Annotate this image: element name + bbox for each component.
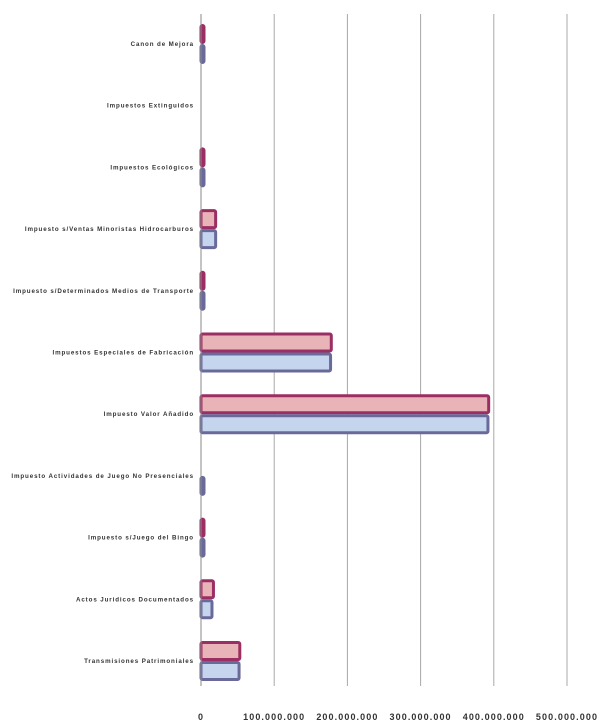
tick-label-2: 200.000.000 xyxy=(316,712,379,722)
bar-impuestos-especiales-de-fabricacion-s2 xyxy=(201,354,331,371)
category-label-impuesto-s-determinados-medios-de-transporte: Impuesto s/Determinados Medios de Transporte xyxy=(13,287,194,295)
tick-label-1: 100.000.000 xyxy=(243,712,306,722)
tick-label-3: 300.000.000 xyxy=(389,712,452,722)
bar-impuesto-valor-anadido-s1 xyxy=(201,396,489,413)
bar-impuesto-valor-anadido-s2 xyxy=(201,416,488,433)
bar-impuestos-especiales-de-fabricacion-s1 xyxy=(201,334,331,351)
category-labels xyxy=(11,41,194,665)
bar-impuesto-s-ventas-minoristas-hidrocarburos-s2 xyxy=(201,231,216,248)
category-label-impuesto-s-ventas-minoristas-hidrocarburos: Impuesto s/Ventas Minoristas Hidrocarburos xyxy=(24,226,194,234)
bar-transmisiones-patrimoniales-s1 xyxy=(201,643,240,660)
category-label-actos-juridicos-documentados: Actos Juridicos Documentados xyxy=(75,596,194,604)
category-label-impuesto-s-juego-del-bingo: Impuesto s/Juego del Bingo xyxy=(88,534,194,542)
tick-label-4: 400.000.000 xyxy=(462,712,525,722)
bar-impuesto-s-ventas-minoristas-hidrocarburos-s1 xyxy=(201,211,216,228)
category-label-impuestos-extinguidos: Impuestos Extinguidos xyxy=(107,102,194,110)
category-label-impuestos-ecologicos: Impuestos Ecológicos xyxy=(110,164,194,172)
category-label-impuesto-actividades-de-juego-no-presenciales: Impuesto Actividades de Juego No Presenciales xyxy=(11,472,194,480)
tick-labels xyxy=(198,712,598,722)
tick-label-5: 500.000.000 xyxy=(535,712,599,722)
bar-actos-juridicos-documentados-s1 xyxy=(201,581,213,598)
bar-transmisiones-patrimoniales-s2 xyxy=(201,663,239,680)
category-label-canon-de-mejora: Canon de Mejora xyxy=(130,41,194,48)
tick-label-0: 0 xyxy=(197,712,205,722)
category-label-transmisiones-patrimoniales: Transmisiones Patrimoniales xyxy=(84,658,194,665)
category-label-impuesto-valor-anadido: Impuesto Valor Añadido xyxy=(103,411,194,419)
bar-actos-juridicos-documentados-s2 xyxy=(201,601,212,618)
category-label-impuestos-especiales-de-fabricacion: Impuestos Especiales de Fabricación xyxy=(52,349,194,357)
bars xyxy=(201,26,489,680)
